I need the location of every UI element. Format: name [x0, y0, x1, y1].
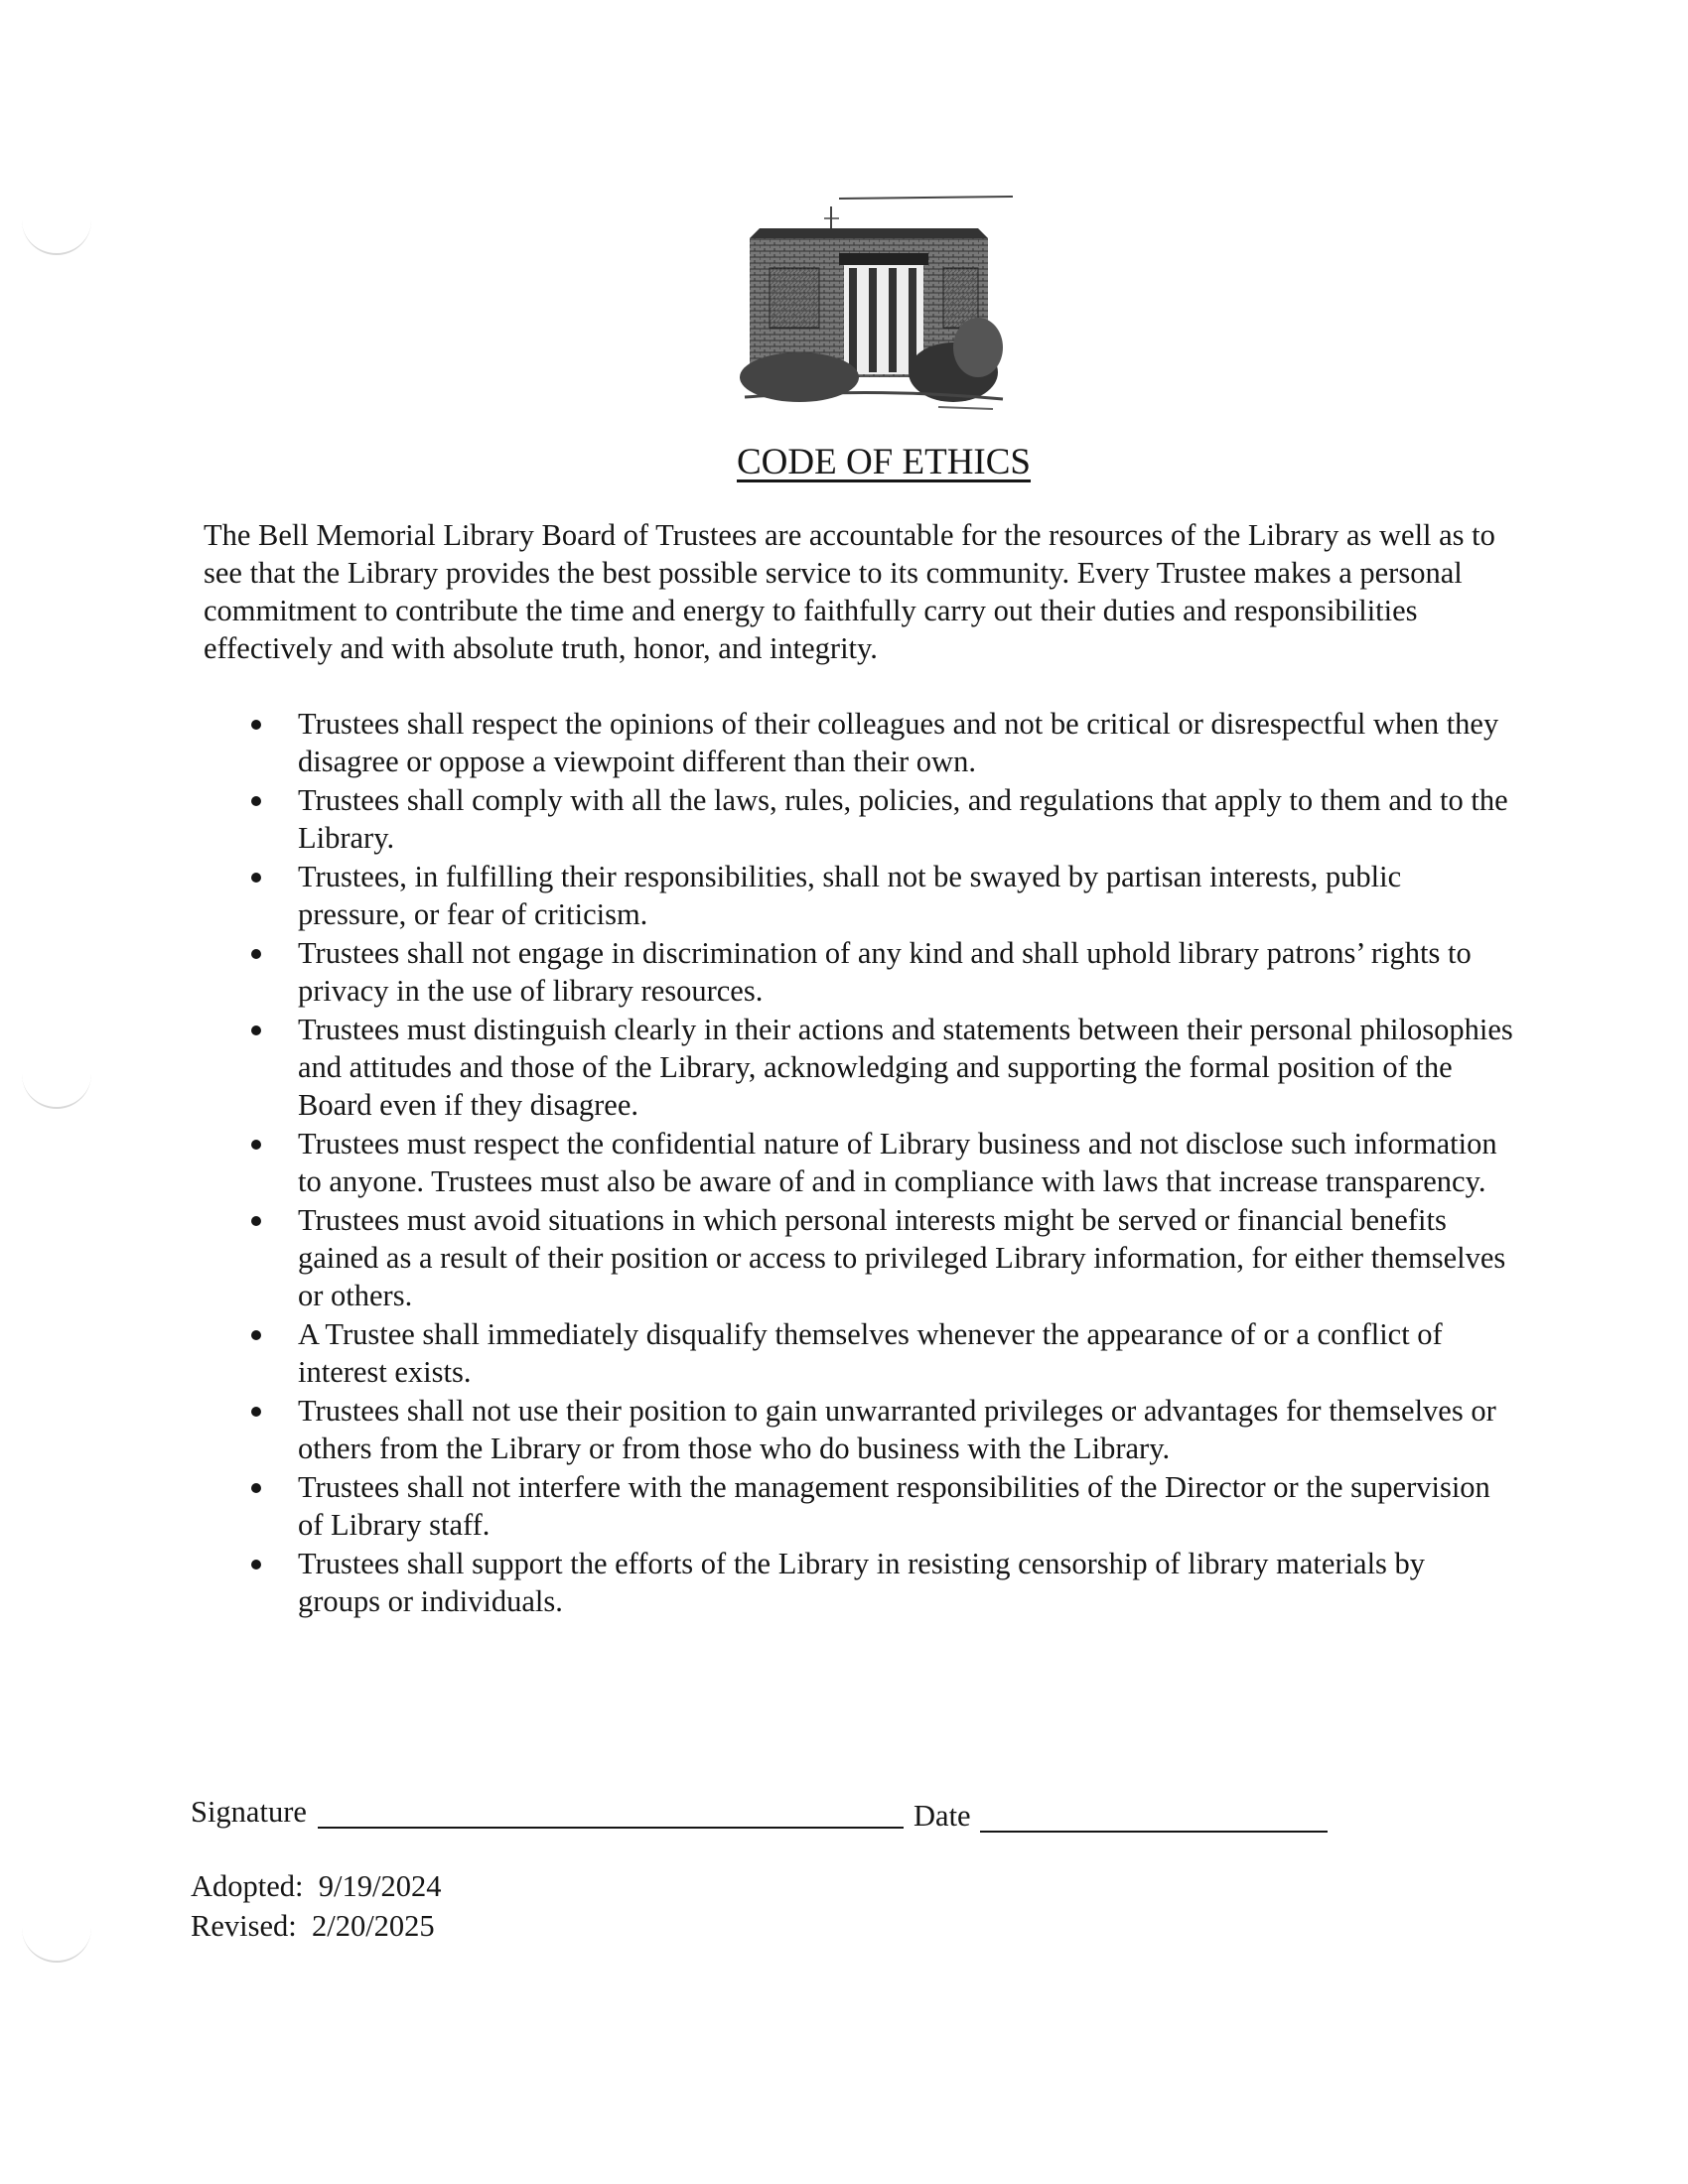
intro-paragraph: The Bell Memorial Library Board of Trustees are accountable for the resources of the Library as well as to see that the Library provides the best possible service to its community. Every Trustee makes a personal commitment to contribute the time and energy to faithfully carry out their duties and responsibilities effectively and with absolute truth, honor, and integrity. — [204, 518, 1495, 665]
date-label: Date — [914, 1799, 971, 1833]
bullet-icon — [251, 1216, 261, 1226]
list-item-text: Trustees shall support the efforts of the Library in resisting censorship of library materials by groups or individuals. — [298, 1547, 1426, 1618]
list-item — [0, 1392, 1514, 1467]
library-building-sketch-icon — [740, 189, 1018, 417]
list-item — [0, 705, 1514, 780]
list-item-text: Trustees must avoid situations in which personal interests might be served or financial benefits gained as a result of their position or access to privileged Library information, for either themselves or others. — [298, 1203, 1506, 1312]
bullet-icon — [251, 873, 261, 883]
bullet-icon — [251, 720, 261, 730]
list-item-text: Trustees shall not engage in discrimination of any kind and shall uphold library patrons’ rights to privacy in the use of library resources. — [298, 936, 1472, 1008]
list-item-text: Trustees must respect the confidential nature of Library business and not disclose such information to anyone. Trustees must also be aware of and in compliance with laws that increase transparency. — [298, 1127, 1497, 1198]
list-item — [0, 1468, 1514, 1544]
list-item-text: Trustees, in fulfilling their responsibilities, shall not be swayed by partisan interests, public pressure, or fear of criticism. — [298, 860, 1402, 931]
page-title: CODE OF ETHICS — [736, 442, 1032, 482]
punch-hole-top — [22, 208, 91, 255]
bullet-icon — [251, 1560, 261, 1570]
list-item-text: Trustees shall not interfere with the management responsibilities of the Director or the supervision of Library staff. — [298, 1470, 1490, 1542]
list-item — [0, 1201, 1514, 1314]
list-item — [0, 1315, 1514, 1391]
signature-line[interactable] — [318, 1827, 904, 1829]
list-item — [0, 1011, 1514, 1124]
bullet-icon — [251, 949, 261, 959]
list-item-text: Trustees shall comply with all the laws, rules, policies, and regulations that apply to them and to the Library. — [298, 783, 1508, 855]
bullet-icon — [251, 1483, 261, 1493]
adopted-date: Adopted: 9/19/2024 — [191, 1869, 442, 1903]
bullet-icon — [251, 1407, 261, 1417]
list-item-text: Trustees must distinguish clearly in their actions and statements between their personal philosophies and attitudes and those of the Library, acknowledging and supporting the formal position of the Board even if they disagree. — [298, 1013, 1513, 1122]
signature-label: Signature — [191, 1795, 307, 1829]
list-item — [0, 1125, 1514, 1200]
ethics-bullet-list — [0, 705, 1688, 1621]
list-item-text: Trustees shall not use their position to gain unwarranted privileges or advantages for themselves or others from the Library or from those who do business with the Library. — [298, 1394, 1496, 1465]
list-item — [0, 781, 1514, 857]
list-item — [0, 934, 1514, 1010]
bullet-icon — [251, 796, 261, 806]
revised-date: Revised: 2/20/2025 — [191, 1909, 435, 1943]
bullet-icon — [251, 1330, 261, 1340]
list-item — [0, 1545, 1514, 1620]
document-dates — [191, 1866, 441, 1946]
bullet-icon — [251, 1025, 261, 1035]
list-item-text: Trustees shall respect the opinions of their colleagues and not be critical or disrespectful when they disagree or oppose a viewpoint different than their own. — [298, 707, 1499, 778]
list-item-text: A Trustee shall immediately disqualify themselves whenever the appearance of or a conflict of interest exists. — [298, 1317, 1443, 1389]
bullet-icon — [251, 1140, 261, 1150]
list-item — [0, 858, 1514, 933]
punch-hole-bottom — [22, 1916, 91, 1963]
date-line[interactable] — [980, 1831, 1328, 1833]
